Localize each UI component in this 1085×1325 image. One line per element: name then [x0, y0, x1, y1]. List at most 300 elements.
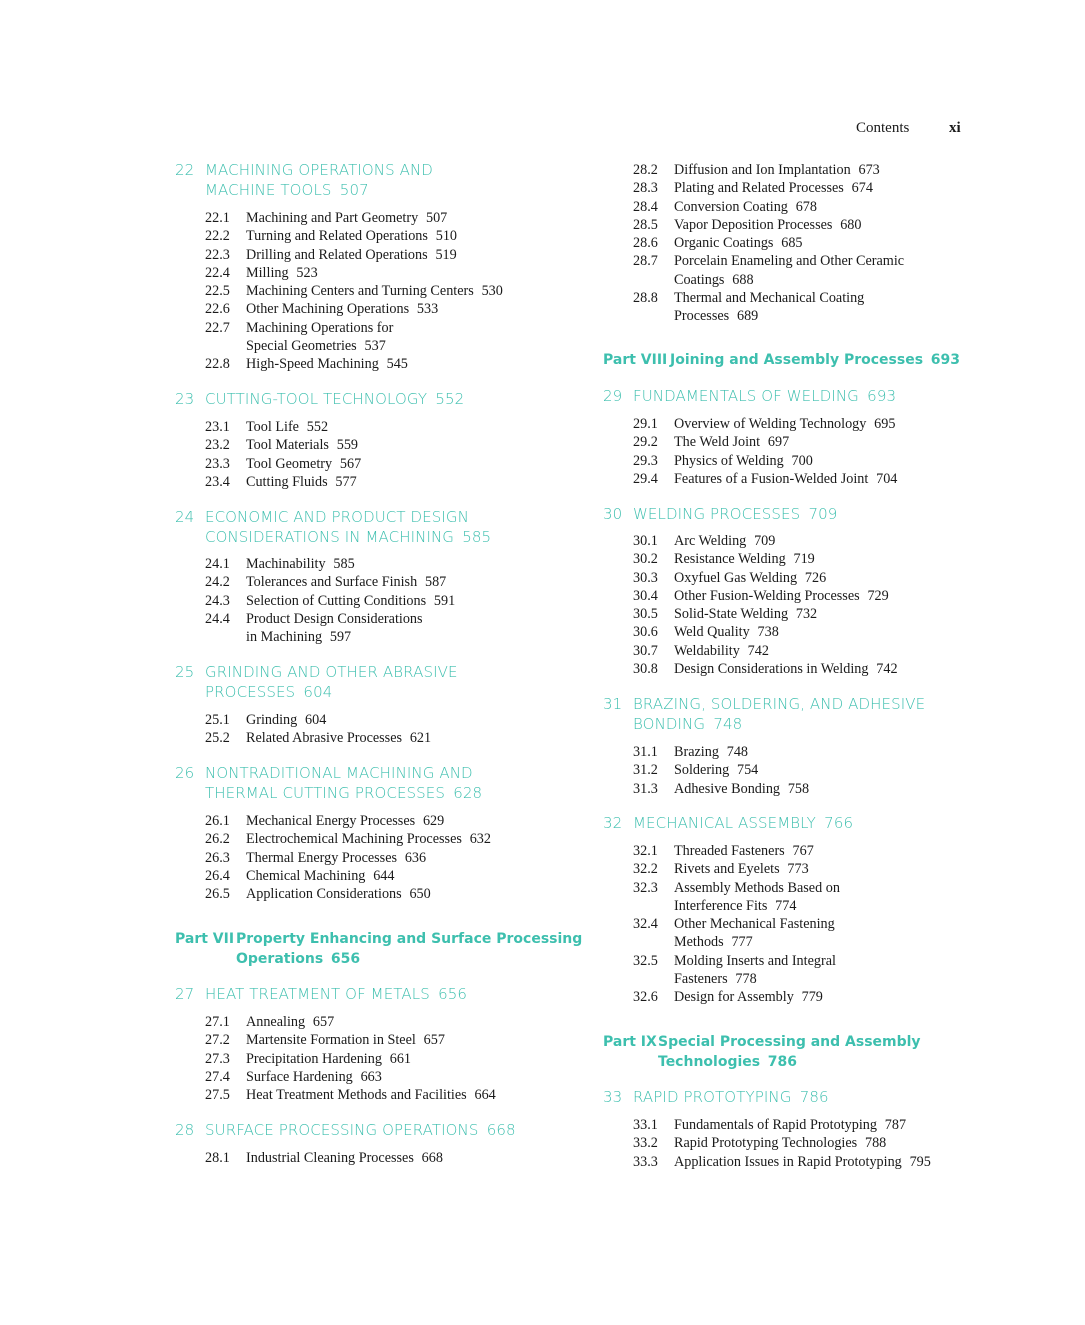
page-ref: 795: [909, 1153, 931, 1170]
page-ref: 530: [481, 283, 503, 299]
chapter-title[interactable]: [205, 180, 369, 200]
section-title-text: Drilling and Related Operations: [246, 246, 428, 263]
section-title[interactable]: [246, 436, 358, 454]
section-number: 24.2: [205, 574, 230, 591]
section-title[interactable]: [674, 605, 817, 623]
chapter-title-text: CONSIDERATIONS IN MACHINING: [205, 528, 455, 546]
section-number: 30.5: [633, 606, 658, 622]
chapter-number: 24: [175, 508, 195, 526]
section-title-text: Precipitation Hardening: [246, 1050, 382, 1067]
section-title[interactable]: [674, 289, 864, 307]
page-ref: 726: [804, 569, 827, 586]
section-title-text: Machining and Part Geometry: [246, 210, 419, 226]
page-ref: 657: [312, 1014, 335, 1030]
section-number: 32.2: [633, 861, 658, 878]
section-title-text: Vapor Deposition Processes: [674, 216, 833, 233]
section-title-text: Fundamentals of Rapid Prototyping: [674, 1117, 877, 1133]
section-title[interactable]: [246, 355, 408, 373]
chapter-number: 23: [175, 390, 195, 408]
page-ref: 621: [409, 730, 432, 747]
chapter-title[interactable]: [205, 389, 464, 409]
section-title[interactable]: [674, 587, 889, 605]
page-ref: 693: [867, 387, 897, 405]
chapter-title-text: THERMAL CUTTING PROCESSES: [205, 784, 445, 802]
chapter-title[interactable]: [205, 682, 332, 702]
page-ref: 673: [858, 162, 880, 178]
part-label: Part VII: [175, 931, 235, 947]
section-title[interactable]: [246, 209, 447, 227]
section-number: 22.3: [205, 246, 230, 263]
section-number: 29.2: [633, 434, 658, 451]
section-number: 26.4: [205, 867, 230, 884]
chapter-number: 31: [603, 695, 623, 713]
section-title[interactable]: [246, 473, 357, 491]
section-number: 22.7: [205, 319, 230, 336]
section-number: 29.1: [633, 416, 658, 432]
section-title[interactable]: [246, 610, 423, 628]
section-number: 28.6: [633, 235, 658, 251]
section-title-text: Features of a Fusion-Welded Joint: [674, 470, 869, 487]
section-number: 32.4: [633, 916, 658, 932]
section-title[interactable]: [246, 337, 386, 355]
page-ref: 680: [840, 216, 862, 233]
section-title[interactable]: [246, 1149, 443, 1167]
page-ref: 587: [424, 574, 447, 591]
chapter-title-text: CUTTING-TOOL TECHNOLOGY: [205, 390, 428, 408]
section-title[interactable]: [246, 592, 455, 610]
section-number: 27.1: [205, 1014, 230, 1030]
section-title[interactable]: [674, 532, 775, 550]
section-number: 22.2: [205, 228, 230, 245]
page-ref: 597: [329, 629, 352, 645]
chapter-title-text: NONTRADITIONAL MACHINING AND: [205, 764, 473, 782]
part-label: Part IX: [603, 1034, 657, 1050]
section-title[interactable]: [674, 915, 835, 933]
section-number: 28.2: [633, 162, 658, 178]
section-title[interactable]: [246, 282, 503, 300]
section-number: 32.6: [633, 989, 658, 1005]
page-ref: 657: [423, 1032, 445, 1049]
section-title-text: Other Mechanical Fastening: [674, 916, 835, 932]
section-number: 26.3: [205, 849, 230, 866]
chapter-title-text: MECHANICAL ASSEMBLY: [633, 814, 816, 832]
section-title[interactable]: [674, 452, 813, 470]
section-title[interactable]: [674, 743, 748, 761]
page-ref: 786: [799, 1088, 829, 1106]
section-title-text: Tolerances and Surface Finish: [246, 574, 418, 591]
section-number: 30.4: [633, 587, 658, 604]
section-title-text: Other Machining Operations: [246, 301, 410, 318]
section-title[interactable]: [674, 761, 758, 779]
section-title[interactable]: [246, 1013, 334, 1031]
page-ref: 786: [767, 1054, 798, 1070]
page-ref: 519: [435, 246, 457, 263]
section-title-text: Thermal Energy Processes: [246, 849, 398, 866]
section-title-text: Arc Welding: [674, 533, 747, 549]
chapter-title[interactable]: [205, 1120, 516, 1140]
page-ref: 700: [791, 452, 813, 469]
section-title-text: Overview of Welding Technology: [674, 416, 867, 432]
page-ref: 668: [421, 1150, 443, 1166]
section-title[interactable]: [246, 729, 431, 747]
section-title[interactable]: [674, 897, 796, 915]
section-title[interactable]: [674, 179, 873, 197]
page-ref: 742: [747, 642, 769, 659]
page-ref: 773: [787, 861, 809, 878]
section-title[interactable]: [674, 623, 779, 641]
page-ref: 695: [874, 416, 896, 432]
page-ref: 674: [851, 180, 873, 197]
section-number: 30.6: [633, 624, 658, 641]
section-title-text: Processes: [674, 308, 730, 324]
section-number: 30.2: [633, 551, 658, 568]
section-title-text: Rapid Prototyping Technologies: [674, 1135, 858, 1152]
page-ref: 704: [876, 470, 898, 487]
section-number: 32.5: [633, 952, 658, 969]
page-ref: 777: [731, 934, 753, 951]
chapter-title-text: MACHINE TOOLS: [205, 181, 332, 199]
page-ref: 628: [453, 784, 483, 802]
page-ref: 774: [775, 897, 797, 914]
page-ref: 585: [462, 528, 492, 546]
section-title[interactable]: [246, 573, 446, 591]
chapter-title[interactable]: [205, 783, 482, 803]
page-ref: 523: [296, 264, 318, 281]
page-ref: 545: [386, 356, 408, 372]
section-number: 26.2: [205, 831, 230, 848]
section-number: 26.1: [205, 813, 230, 829]
section-number: 32.3: [633, 879, 658, 896]
section-title[interactable]: [674, 234, 803, 252]
section-title[interactable]: [674, 660, 898, 678]
section-title[interactable]: [246, 227, 457, 245]
section-title-text: in Machining: [246, 629, 323, 645]
chapter-title-text: HEAT TREATMENT OF METALS: [205, 985, 430, 1003]
section-title[interactable]: [674, 860, 809, 878]
page-ref: 533: [416, 301, 439, 318]
section-number: 33.2: [633, 1135, 658, 1152]
section-number: 22.4: [205, 264, 230, 281]
part-title-text: Joining and Assembly Processes: [670, 352, 924, 368]
section-title-text: Milling: [246, 264, 289, 281]
section-title-text: Plating and Related Processes: [674, 180, 844, 197]
page-ref: 661: [389, 1050, 412, 1067]
section-title[interactable]: [674, 161, 880, 179]
chapter-title[interactable]: [633, 504, 837, 524]
section-title-text: Design Considerations in Welding: [674, 660, 869, 677]
chapter-title[interactable]: [205, 984, 467, 1004]
section-number: 23.2: [205, 437, 230, 454]
chapter-title-text: PROCESSES: [205, 683, 296, 701]
page-ref: 668: [486, 1121, 516, 1139]
part-title[interactable]: [670, 350, 960, 370]
section-title[interactable]: [674, 216, 861, 234]
section-title-text: Coatings: [674, 271, 725, 288]
chapter-number: 28: [175, 1121, 195, 1139]
section-title-text: Machinability: [246, 556, 326, 572]
running-header-title: Contents: [856, 120, 910, 136]
section-title-text: Selection of Cutting Conditions: [246, 592, 427, 609]
part-title-text: Technologies: [658, 1054, 761, 1070]
section-title-text: Tool Materials: [246, 437, 329, 454]
chapter-title[interactable]: [633, 1087, 829, 1107]
section-title-text: Resistance Welding: [674, 551, 786, 568]
section-title[interactable]: [246, 246, 457, 264]
section-number: 27.3: [205, 1050, 230, 1067]
section-title[interactable]: [674, 1153, 931, 1171]
section-title-text: Assembly Methods Based on: [674, 879, 840, 896]
page-ref: 697: [767, 434, 790, 451]
section-title-text: Machining Centers and Turning Centers: [246, 283, 474, 299]
section-title[interactable]: [246, 812, 444, 830]
page-ref: 604: [305, 712, 327, 728]
section-number: 23.3: [205, 455, 230, 472]
section-number: 28.5: [633, 216, 658, 233]
section-title-text: Interference Fits: [674, 897, 768, 914]
section-number: 25.1: [205, 712, 230, 728]
section-title[interactable]: [246, 455, 361, 473]
page-ref: 507: [425, 210, 448, 226]
chapter-title-text: BRAZING, SOLDERING, AND ADHESIVE: [633, 695, 926, 713]
section-title[interactable]: [246, 418, 328, 436]
chapter-title[interactable]: [205, 763, 473, 783]
section-title[interactable]: [674, 252, 904, 270]
section-title[interactable]: [674, 198, 817, 216]
section-title[interactable]: [246, 1050, 411, 1068]
section-number: 30.8: [633, 660, 658, 677]
section-title-text: Solid-State Welding: [674, 606, 789, 622]
page-ref: 664: [474, 1087, 496, 1103]
section-number: 24.1: [205, 556, 230, 572]
section-number: 28.7: [633, 253, 658, 270]
section-number: 22.6: [205, 301, 230, 318]
section-title[interactable]: [674, 642, 769, 660]
page-ref: 748: [713, 715, 743, 733]
section-title[interactable]: [674, 933, 753, 951]
section-title[interactable]: [674, 433, 789, 451]
page-ref: 709: [808, 505, 838, 523]
section-title-text: Related Abrasive Processes: [246, 730, 403, 747]
section-title-text: Product Design Considerations: [246, 610, 423, 627]
section-title-text: Molding Inserts and Integral: [674, 952, 836, 969]
section-title-text: Surface Hardening: [246, 1068, 353, 1085]
section-title[interactable]: [246, 319, 393, 337]
section-title-text: Brazing: [674, 744, 719, 760]
section-title[interactable]: [246, 300, 438, 318]
chapter-title-text: RAPID PROTOTYPING: [633, 1088, 792, 1106]
page-ref: 689: [736, 308, 759, 324]
section-title[interactable]: [674, 550, 815, 568]
section-title[interactable]: [246, 1086, 496, 1104]
section-number: 32.1: [633, 843, 658, 859]
page-ref: 732: [795, 606, 818, 622]
section-number: 31.3: [633, 780, 658, 797]
page-ref: 585: [333, 556, 355, 572]
section-title-text: Oxyfuel Gas Welding: [674, 569, 798, 586]
page-ref: 656: [438, 985, 468, 1003]
section-title-text: Industrial Cleaning Processes: [246, 1150, 414, 1166]
page-ref: 632: [469, 831, 491, 848]
section-number: 24.3: [205, 592, 230, 609]
page-number: xi: [949, 120, 961, 136]
section-number: 29.3: [633, 452, 658, 469]
section-number: 27.2: [205, 1032, 230, 1049]
part-title[interactable]: [658, 1052, 797, 1072]
section-title-text: Physics of Welding: [674, 452, 784, 469]
page-ref: 552: [435, 390, 465, 408]
page-ref: 787: [884, 1117, 907, 1133]
section-number: 30.7: [633, 642, 658, 659]
page-ref: 754: [736, 762, 759, 779]
section-title[interactable]: [246, 1068, 382, 1086]
page-ref: 748: [726, 744, 748, 760]
section-number: 22.5: [205, 283, 230, 299]
page-ref: 552: [306, 419, 329, 435]
page-ref: 693: [930, 352, 960, 368]
chapter-number: 32: [603, 814, 623, 832]
section-title-text: High-Speed Machining: [246, 356, 379, 372]
section-title-text: Rivets and Eyelets: [674, 861, 780, 878]
section-number: 23.4: [205, 473, 230, 490]
section-title[interactable]: [246, 885, 431, 903]
page-ref: 510: [435, 228, 457, 245]
section-number: 28.3: [633, 180, 658, 197]
chapter-number: 30: [603, 505, 623, 523]
section-title-text: Threaded Fasteners: [674, 843, 785, 859]
section-title-text: Heat Treatment Methods and Facilities: [246, 1087, 467, 1103]
section-title[interactable]: [674, 470, 897, 488]
section-title[interactable]: [674, 1116, 906, 1134]
section-title[interactable]: [246, 264, 318, 282]
part-title-text: Property Enhancing and Surface Processing: [236, 931, 583, 947]
section-title[interactable]: [246, 849, 426, 867]
section-title[interactable]: [674, 1134, 886, 1152]
section-number: 26.5: [205, 886, 230, 902]
section-title[interactable]: [246, 628, 351, 646]
chapter-title[interactable]: [205, 662, 458, 682]
section-title-text: Weldability: [674, 642, 740, 659]
section-title[interactable]: [674, 415, 895, 433]
part-title[interactable]: [658, 1032, 921, 1052]
section-number: 30.3: [633, 569, 658, 586]
page-ref: 559: [336, 437, 359, 454]
section-title-text: Cutting Fluids: [246, 473, 328, 490]
section-title-text: Application Issues in Rapid Prototyping: [674, 1153, 902, 1170]
chapter-title-text: GRINDING AND OTHER ABRASIVE: [205, 663, 458, 681]
section-number: 25.2: [205, 730, 230, 747]
section-title[interactable]: [674, 271, 754, 289]
page-ref: 788: [864, 1135, 887, 1152]
section-title[interactable]: [246, 1031, 445, 1049]
chapter-number: 27: [175, 985, 195, 1003]
chapter-title[interactable]: [205, 527, 491, 547]
page-ref: 644: [373, 867, 395, 884]
chapter-title-text: FUNDAMENTALS OF WELDING: [633, 387, 859, 405]
chapter-number: 25: [175, 663, 195, 681]
section-number: 30.1: [633, 533, 658, 549]
page-ref: 729: [867, 587, 889, 604]
section-title-text: Mechanical Energy Processes: [246, 813, 416, 829]
section-title-text: Fasteners: [674, 970, 728, 987]
part-title-text: Operations: [236, 951, 324, 967]
section-title[interactable]: [674, 988, 823, 1006]
section-number: 29.4: [633, 470, 658, 487]
chapter-title[interactable]: [633, 714, 742, 734]
chapter-title[interactable]: [205, 507, 469, 527]
chapter-title[interactable]: [633, 694, 925, 714]
page-ref: 767: [792, 843, 814, 859]
section-title-text: The Weld Joint: [674, 434, 761, 451]
section-title[interactable]: [674, 842, 814, 860]
section-title[interactable]: [246, 867, 394, 885]
section-number: 33.1: [633, 1117, 658, 1133]
section-title-text: Methods: [674, 934, 724, 951]
section-title[interactable]: [674, 780, 809, 798]
section-title[interactable]: [674, 879, 840, 897]
chapter-title[interactable]: [633, 813, 853, 833]
section-title[interactable]: [246, 555, 355, 573]
page-ref: 577: [335, 473, 357, 490]
section-title[interactable]: [674, 307, 758, 325]
section-title[interactable]: [246, 830, 491, 848]
section-number: 27.5: [205, 1087, 230, 1103]
section-title-text: Martensite Formation in Steel: [246, 1032, 416, 1049]
chapter-title-text: WELDING PROCESSES: [633, 505, 801, 523]
page-ref: 709: [754, 533, 776, 549]
chapter-number: 26: [175, 764, 195, 782]
section-title-text: Porcelain Enameling and Other Ceramic: [674, 253, 905, 270]
chapter-number: 22: [175, 161, 195, 179]
page-ref: 567: [339, 455, 362, 472]
section-title[interactable]: [674, 952, 836, 970]
chapter-title[interactable]: [205, 160, 433, 180]
part-title-text: Special Processing and Assembly: [658, 1034, 921, 1050]
part-title[interactable]: [236, 949, 360, 969]
part-title[interactable]: [236, 929, 582, 949]
page-ref: 537: [364, 337, 386, 354]
part-label: Part VIII: [603, 352, 668, 368]
section-number: 33.3: [633, 1153, 658, 1170]
chapter-number: 29: [603, 387, 623, 405]
section-title-text: Special Geometries: [246, 337, 357, 354]
section-title-text: Thermal and Mechanical Coating: [674, 289, 865, 306]
section-title[interactable]: [674, 970, 757, 988]
page-ref: 629: [422, 813, 445, 829]
section-title[interactable]: [674, 569, 826, 587]
section-title-text: Grinding: [246, 712, 298, 728]
chapter-title-text: ECONOMIC AND PRODUCT DESIGN: [205, 508, 469, 526]
section-title-text: Organic Coatings: [674, 235, 774, 251]
page-ref: 778: [735, 970, 757, 987]
section-title-text: Application Considerations: [246, 886, 402, 902]
page-ref: 663: [360, 1068, 382, 1085]
section-number: 22.8: [205, 356, 230, 372]
section-title-text: Soldering: [674, 762, 730, 779]
section-title-text: Annealing: [246, 1014, 306, 1030]
chapter-title[interactable]: [633, 386, 896, 406]
section-number: 28.8: [633, 289, 658, 306]
section-title-text: Conversion Coating: [674, 198, 788, 215]
page-ref: 656: [330, 951, 361, 967]
chapter-title-text: BONDING: [633, 715, 706, 733]
section-title[interactable]: [246, 711, 326, 729]
section-number: 23.1: [205, 419, 230, 435]
section-title-text: Diffusion and Ion Implantation: [674, 162, 851, 178]
chapter-number: 33: [603, 1088, 623, 1106]
section-title-text: Machining Operations for: [246, 319, 394, 336]
section-number: 24.4: [205, 610, 230, 627]
page-ref: 779: [801, 989, 823, 1005]
